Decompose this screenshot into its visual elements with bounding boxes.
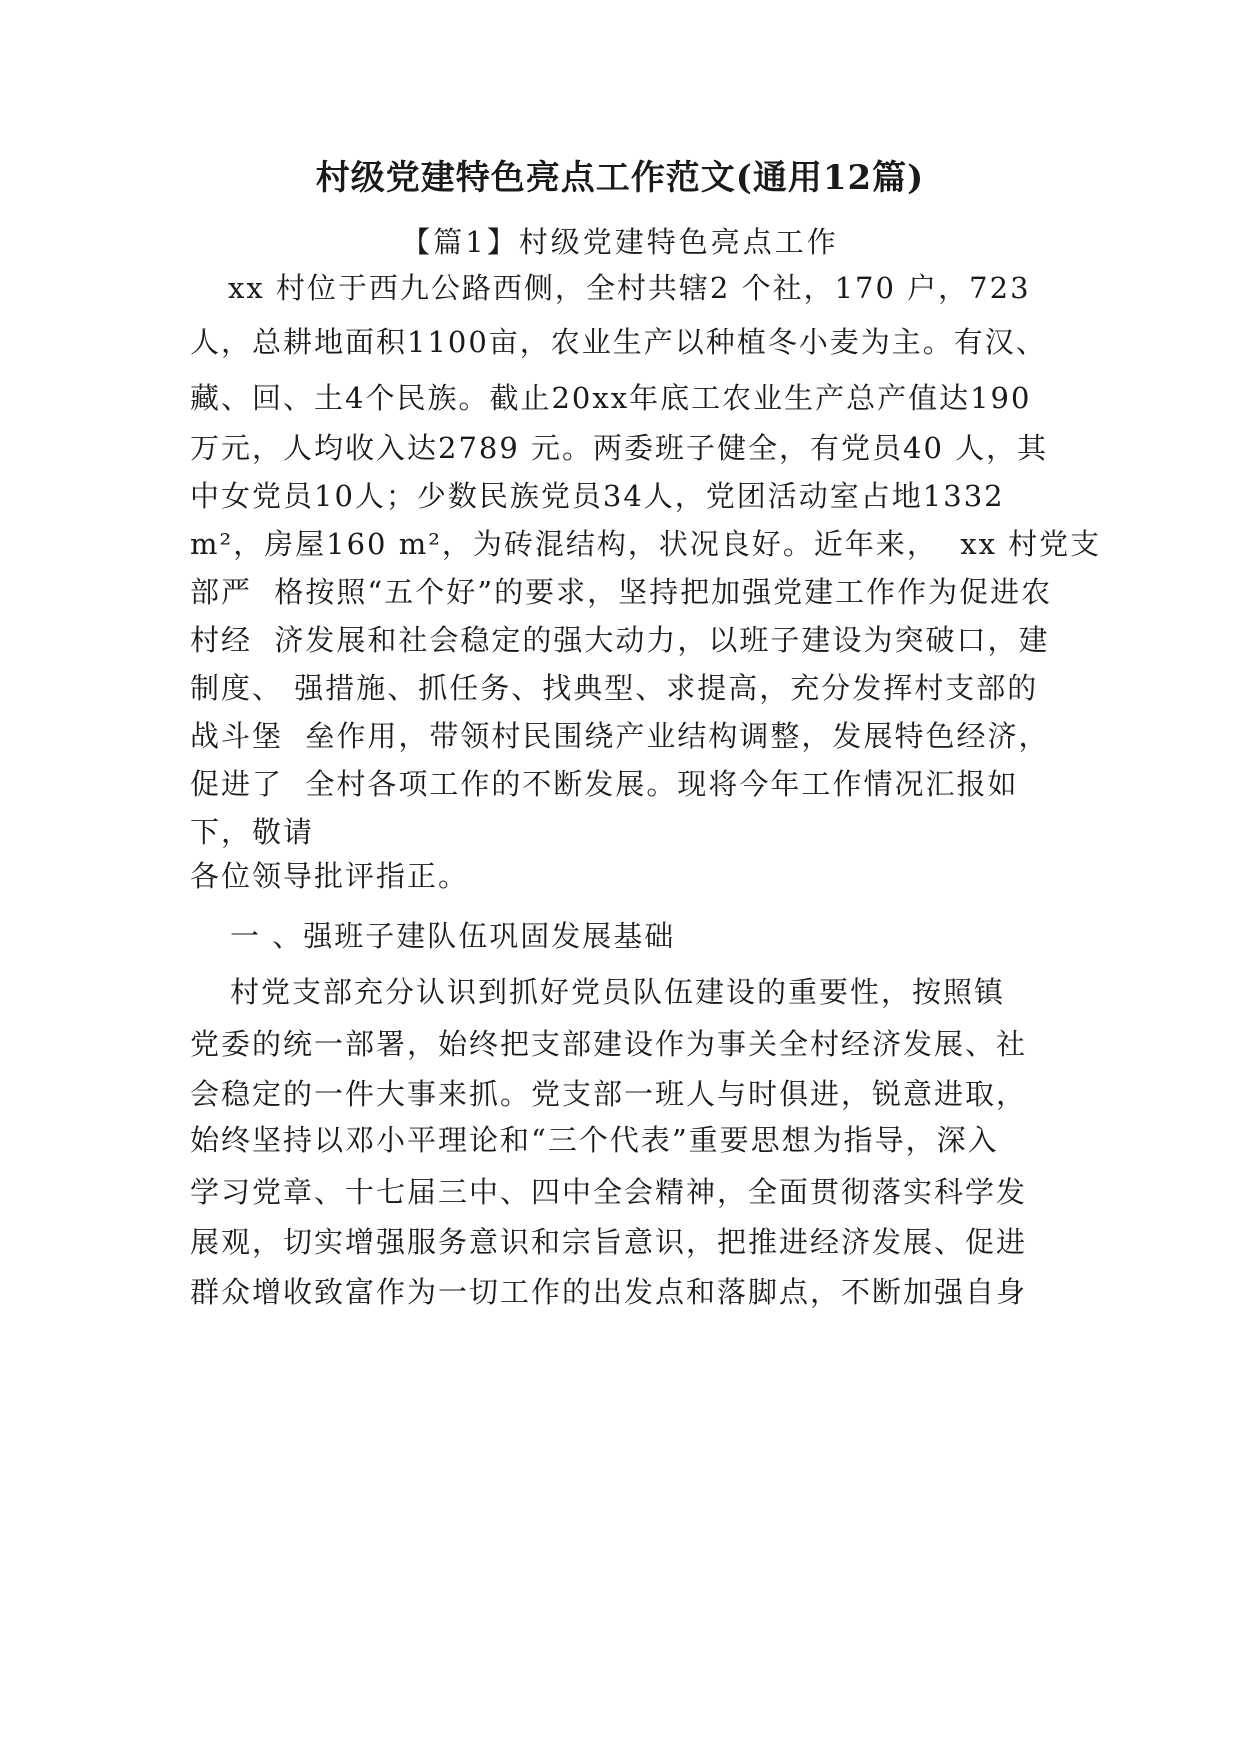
paragraph1-line: xx 村位于西九公路西侧，全村共辖2 个社，170 户，723 [228,271,1031,305]
paragraph2-line: 会稳定的一件大事来抓。党支部一班人与时俱进，锐意进取， [190,1077,1028,1111]
paragraph2-line: 学习党章、十七届三中、四中全会精神，全面贯彻落实科学发 [190,1175,1028,1209]
paragraph2-line: 展观，切实增强服务意识和宗旨意识，把推进经济发展、促进 [190,1225,1028,1259]
paragraph1-line: m²，房屋160 m²，为砖混结构，状况良好。近年来， xx 村党支 [190,527,1102,561]
paragraph1-line: 藏、回、土4个民族。截止20xx年底工农业生产总产值达190 [190,381,1032,415]
paragraph1-line: 中女党员10人；少数民族党员34人，党团活动室占地1332 [190,479,1005,513]
paragraph1-line: 战斗堡 垒作用，带领村民围绕产业结构调整，发展特色经济， [190,719,1050,753]
paragraph1-line: 部严 格按照“五个好”的要求，坚持把加强党建工作作为促进农 [190,575,1053,609]
paragraph1-line: 万元，人均收入达2789 元。两委班子健全，有党员40 人，其 [190,431,1049,465]
paragraph1-line: 人，总耕地面积1100亩，农业生产以种植冬小麦为主。有汉、 [190,325,1047,359]
paragraph1-line: 各位领导批评指正。 [190,859,470,893]
paragraph2-line: 群众增收致富作为一切工作的出发点和落脚点，不断加强自身 [190,1275,1028,1309]
paragraph1-line: 村经 济发展和社会稳定的强大动力，以班子建设为突破口，建 [190,623,1050,657]
paragraph2-line: 党委的统一部署，始终把支部建设作为事关全村经济发展、社 [190,1027,1028,1061]
document-subtitle: 【篇1】村级党建特色亮点工作 [401,225,839,259]
paragraph1-line: 制度、 强措施、抓任务、找典型、求提高，充分发挥村支部的 [190,671,1039,705]
paragraph2-line: 始终坚持以邓小平理论和“三个代表”重要思想为指导，深入 [190,1123,999,1157]
paragraph1-line: 促进了 全村各项工作的不断发展。现将今年工作情况汇报如 [190,767,1019,801]
section-heading: 一 、强班子建队伍巩固发展基础 [230,919,676,953]
paragraph1-line: 下，敬请 [190,815,315,849]
paragraph2-line: 村党支部充分认识到抓好党员队伍建设的重要性，按照镇 [230,975,1006,1009]
document-title: 村级党建特色亮点工作范文(通用12篇) [315,158,925,198]
